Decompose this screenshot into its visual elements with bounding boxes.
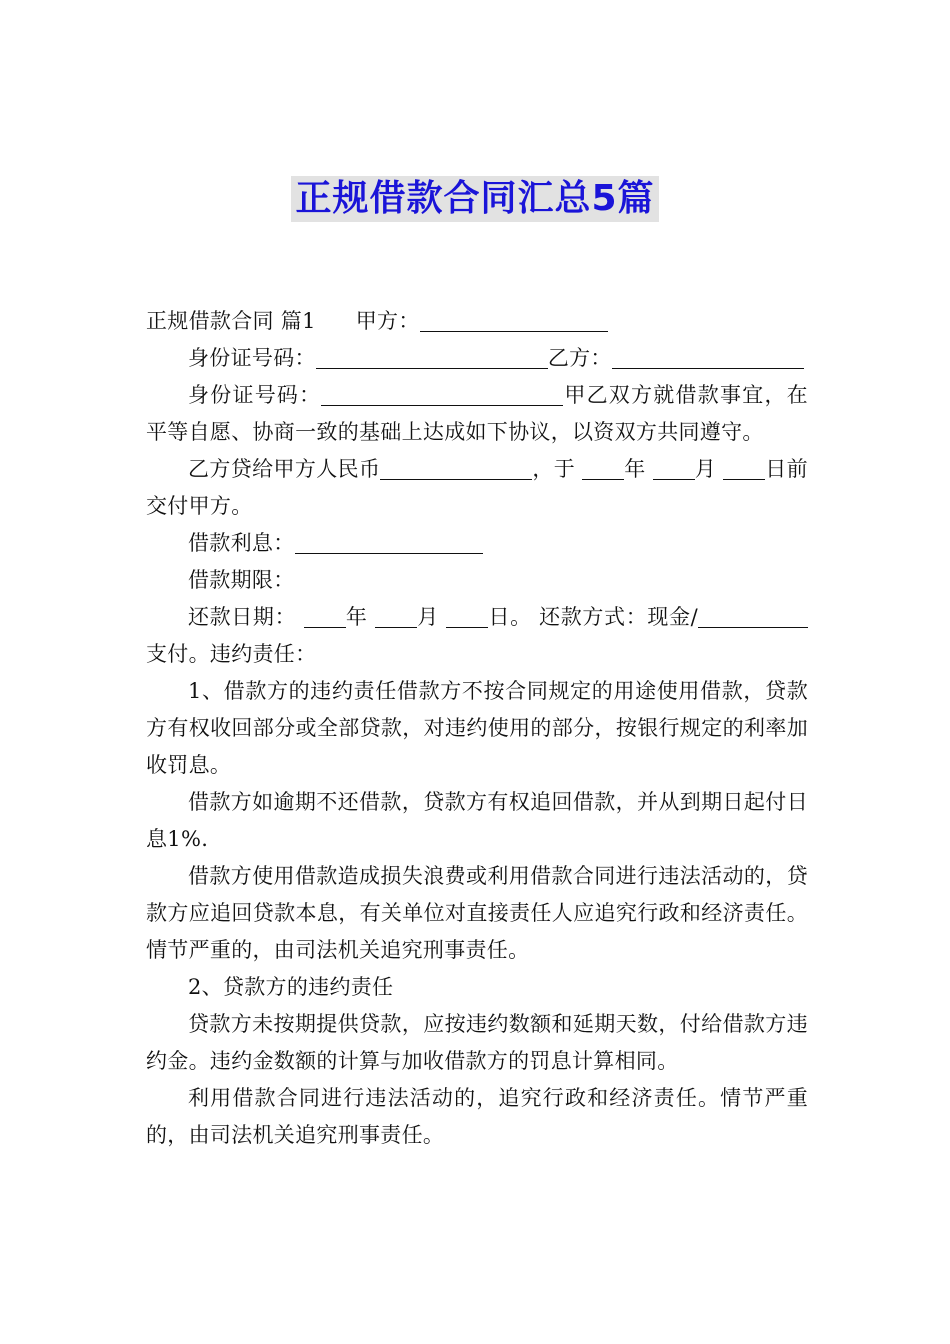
repay-method-blank — [698, 603, 786, 628]
repay-method-blank-continued — [786, 603, 808, 628]
clause-2-paragraph: 贷款方未按期提供贷款，应按违约数额和延期天数，付给借款方违约金。违约金数额的计算与加收借款方的罚息计算相同。 — [146, 1012, 808, 1073]
term-label: 借款期限： — [188, 568, 295, 592]
repay-method-label: 还款方式：现金/ — [539, 605, 698, 629]
clause-2-illegal-paragraph: 利用借款合同进行违法活动的，追究行政和经济责任。情节严重的，由司法机关追究刑事责任。 — [146, 1086, 808, 1147]
party-a-label: 甲方： — [355, 309, 420, 333]
repay-month-blank — [375, 603, 417, 628]
term-line — [146, 562, 808, 599]
id-number-label: 身份证号码： — [188, 346, 316, 370]
party-a-blank — [420, 307, 608, 332]
repay-year-label: 年 — [345, 605, 368, 629]
contract-heading-line — [146, 303, 808, 340]
party-b-blank — [612, 344, 796, 369]
clause-2-heading: 2、贷款方的违约责任 — [188, 975, 394, 999]
repay-day-blank — [446, 603, 488, 628]
repay-year-blank — [304, 603, 346, 628]
interest-blank — [295, 529, 483, 554]
interest-label: 借款利息： — [188, 531, 295, 555]
party-b-line — [146, 340, 808, 377]
repay-day-label: 日。 — [488, 605, 532, 629]
interest-line — [146, 525, 808, 562]
month-label: 月 — [694, 457, 717, 481]
agreement-text: 甲乙双方就借款事宜，在平等自愿、协商一致的基础上达成如下协议，以资双方共同遵守。 — [146, 383, 808, 444]
loan-prefix: 乙方贷给甲方人民币 — [188, 457, 381, 481]
year-label: 年 — [624, 457, 646, 481]
year-blank — [582, 455, 624, 480]
repay-month-label: 月 — [416, 605, 439, 629]
loan-suffix: 前交付甲方。 — [146, 457, 808, 518]
repay-date-label: 还款日期： — [188, 605, 297, 629]
document-title-text: 正规借款合同汇总5篇 — [291, 176, 658, 222]
day-blank — [723, 455, 765, 480]
contract-body — [146, 303, 808, 1154]
loan-amount-paragraph — [146, 451, 808, 525]
id-number-label: 身份证号码： — [188, 383, 322, 407]
id-number-blank — [316, 344, 548, 369]
loan-amount-blank — [380, 455, 532, 480]
agreement-paragraph — [146, 377, 808, 451]
id-number-blank — [321, 381, 563, 406]
repayment-paragraph — [146, 599, 808, 673]
overdue-paragraph: 借款方如逾期不还借款，贷款方有权追回借款，并从到期日起付日息1%. — [146, 790, 808, 851]
illegal-use-paragraph: 借款方使用借款造成损失浪费或利用借款合同进行违法活动的，贷款方应追回贷款本息，有关单位对直接责任人应追究行政和经济责任。情节严重的，由司法机关追究刑事责任。 — [146, 864, 808, 962]
clause-1-paragraph: 1、借款方的违约责任借款方不按合同规定的用途使用借款，贷款方有权收回部分或全部贷款，对违约使用的部分，按银行规定的利率加收罚息。 — [146, 679, 808, 777]
day-label: 日 — [765, 457, 787, 481]
loan-date-prefix: ，于 — [532, 457, 576, 481]
document-title — [0, 176, 950, 222]
contract-heading: 正规借款合同 篇1 — [146, 309, 316, 333]
party-b-blank-continued — [796, 344, 804, 369]
party-b-label: 乙方： — [547, 346, 612, 370]
month-blank — [653, 455, 695, 480]
repay-method-suffix: 支付。违约责任： — [146, 642, 317, 666]
